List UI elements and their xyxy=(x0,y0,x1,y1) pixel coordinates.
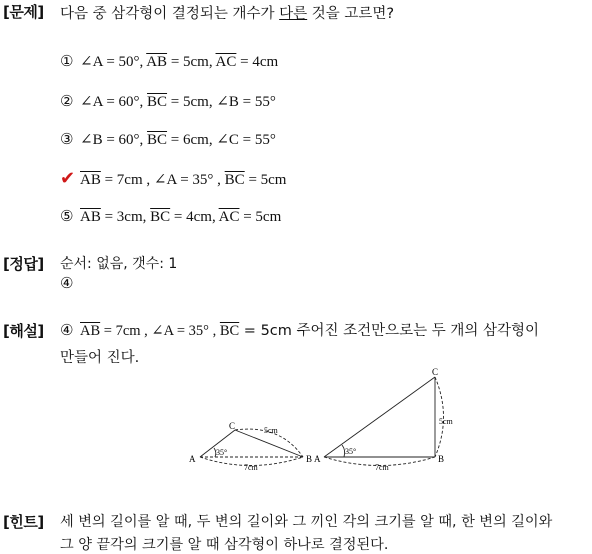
option-text: ∠A = 50°, xyxy=(80,54,147,70)
option-text: = 5cm xyxy=(239,209,282,225)
option-number: ⑤ xyxy=(60,207,74,225)
segment-label: $\overline{AC}$ xyxy=(218,209,240,225)
hint-line-1: 세 변의 길이를 알 때, 두 변의 길이와 그 끼인 각의 크기를 알 때, 한 변의 길이와 xyxy=(60,514,553,530)
problem-tag: [문제] xyxy=(3,3,44,21)
segment-label: $\overline{BC}$ xyxy=(219,323,240,339)
segment-label: $\overline{BC}$ xyxy=(147,94,168,110)
segment-label: $\overline{BC}$ xyxy=(224,172,245,188)
right-side-ab-label: 7cm xyxy=(375,463,389,472)
option-number: ③ xyxy=(60,130,74,148)
right-side-bc-label: 5cm xyxy=(439,417,453,426)
option-4 xyxy=(60,168,286,189)
answer-line-2: ④ xyxy=(60,274,74,292)
option-text: = 4cm, xyxy=(170,209,219,225)
left-side-bc-label: 5cm xyxy=(264,426,278,435)
question-underlined-word: 다른 xyxy=(279,6,308,22)
answer-line-1: 순서: 없음, 갯수: 1 xyxy=(60,256,178,272)
triangle-figure xyxy=(180,362,470,474)
segment-label: $\overline{BC}$ xyxy=(150,209,171,225)
right-vertex-c: C xyxy=(432,367,439,377)
segment-label: $\overline{AB}$ xyxy=(146,54,168,70)
option-text: = 5cm, xyxy=(167,54,216,70)
option-3 xyxy=(60,130,276,149)
right-angle-label: 35° xyxy=(345,447,357,456)
option-1 xyxy=(60,52,278,71)
segment-label: $\overline{AC}$ xyxy=(215,54,237,70)
question-text-end: 것을 고르면? xyxy=(307,6,395,22)
segment-label: $\overline{AB}$ xyxy=(80,209,101,225)
explanation-tag: [해설] xyxy=(3,322,44,340)
check-mark-icon: ✔ xyxy=(60,168,76,189)
explanation-line-2: 만들어 진다. xyxy=(60,350,140,366)
right-vertex-a: A xyxy=(314,454,321,464)
option-text: ∠B = 60°, xyxy=(80,132,148,148)
explanation-text: = 5cm 주어진 조건만으로는 두 개의 삼각형이 xyxy=(239,323,540,339)
segment-label: $\overline{AB}$ xyxy=(80,323,101,339)
right-triangle xyxy=(324,377,444,466)
hint-tag: [힌트] xyxy=(3,513,44,531)
left-vertex-b: B xyxy=(306,454,313,464)
left-vertex-c: C xyxy=(229,421,236,431)
explanation-line-1 xyxy=(60,319,539,340)
option-text: = 4cm xyxy=(236,54,279,70)
option-text: = 6cm, ∠C = 55° xyxy=(167,132,276,148)
problem-question xyxy=(60,2,394,23)
hint-line-2: 그 양 끝각의 크기를 알 때 삼각형이 하나로 결정된다. xyxy=(60,537,389,553)
option-number: ④ xyxy=(60,321,74,339)
segment-label: $\overline{AB}$ xyxy=(80,172,101,188)
right-vertex-b: B xyxy=(438,454,445,464)
left-angle-label: 35° xyxy=(216,448,228,457)
option-number: ① xyxy=(60,52,74,70)
left-side-ab-label: 7cm xyxy=(244,463,258,472)
explanation-text: = 7cm , ∠A = 35° , xyxy=(100,323,220,339)
segment-label: $\overline{BC}$ xyxy=(147,132,168,148)
option-text: ∠A = 60°, xyxy=(80,94,148,110)
option-text: = 7cm , ∠A = 35° , xyxy=(100,172,225,188)
option-text: = 5cm, ∠B = 55° xyxy=(167,94,276,110)
option-text: = 5cm xyxy=(244,172,287,188)
option-2 xyxy=(60,92,276,111)
answer-tag: [정답] xyxy=(3,255,44,273)
question-text: 다음 중 삼각형이 결정되는 개수가 xyxy=(60,6,280,22)
option-text: = 3cm, xyxy=(100,209,151,225)
option-5 xyxy=(60,207,281,226)
option-number: ② xyxy=(60,92,74,110)
left-vertex-a: A xyxy=(189,454,196,464)
